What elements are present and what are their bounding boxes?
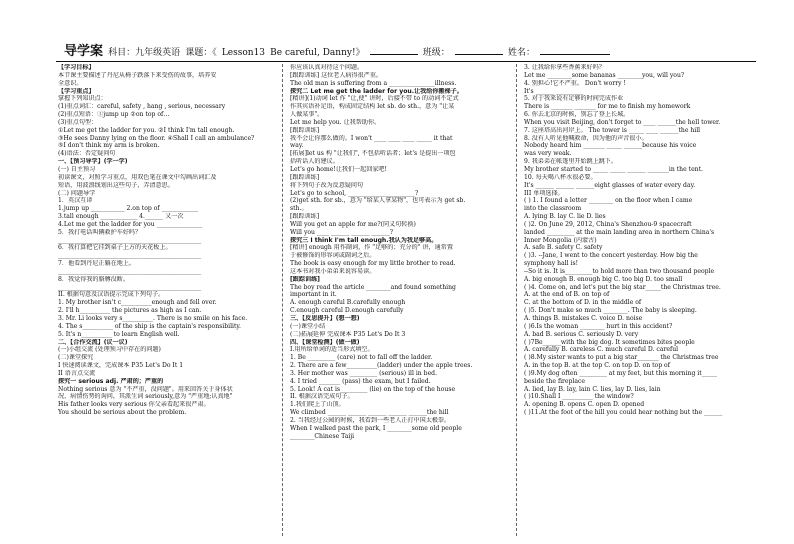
text-line: 8. 没有人听见他喊救命，因为他的声音很小。 [524, 134, 648, 142]
text-line: Let me help you. 让我帮助你。 [290, 118, 381, 126]
text-line: 2. There are a few__________(ladder) under the apple trees. [290, 362, 473, 370]
column-3 [524, 64, 748, 536]
text-line: 1. My brother isn't c__________enough and fell over. [58, 299, 217, 307]
text-line: 3. Her mother was _________ (serious) ill in bed. [290, 369, 438, 377]
text-line: A. carefully B. careless C. much careful D. careful [524, 346, 679, 354]
text-line: into the classroom [524, 205, 582, 213]
text-line: 2. I'll h__________ the pictures as high as I can. [58, 307, 202, 315]
text-line: ( )9.My dog often _________ at my feet, but this morning it_____ [524, 369, 717, 377]
topic-label: 课题：《 [185, 48, 217, 58]
text-line: (3)重点句型： [58, 118, 98, 126]
text-line: II. 根据汉语完成句子。 [290, 393, 354, 401]
class-blank [370, 44, 418, 55]
text-line: 4.Let me get the ladder for you _______________ [58, 220, 203, 228]
text-line: [精讲] enough 用作副词，作 "足够的；充分的" 讲，通常置 [290, 244, 453, 252]
text-line: 5. 对于我来说有足够的时间完成作业 [524, 95, 624, 103]
name-blank [540, 44, 610, 55]
text-line: 本节课主要描述了丹尼从椅子跌落下来受伤的故事，培养安 [58, 71, 217, 79]
text-line: Let's go to school, ______________________? [290, 189, 419, 197]
text-line: 1.我们爬上了山顶。 [290, 401, 345, 409]
text-line: ( )11.At the foot of the hill you could hear nothing but the ______ [524, 409, 723, 417]
text-line: The boy read the article ________and found something [290, 283, 456, 291]
text-line: 作其宾语补足语，构成固定结构 let sb. do sth.，意为 "让某 [290, 103, 455, 111]
column-1 [58, 64, 272, 536]
text-line: [跟踪训练] [290, 213, 320, 221]
text-line: It's ______ _________ [524, 87, 584, 95]
text-line: 1. Be _________ (care) not to fall off the ladder. [290, 354, 433, 362]
text-line: A. at the end of B. on top of [524, 291, 610, 299]
text-line: _______________________________________________ [58, 267, 202, 275]
text-line: 5．我打电话叫辆救护车好吗？ [58, 228, 142, 236]
text-line: C. at the bottom of D. in the middle of [524, 299, 642, 307]
text-line: I.用所给单词的适当形式填空。 [290, 346, 374, 354]
text-line: (一)课堂小结 [290, 322, 326, 330]
text-line: ( )4. Come on, and let's put the big star_____the Christmas tree. [524, 283, 721, 291]
text-line: ③He sees Danny lying on the floor. ④Shall I call an ambulance? [58, 134, 255, 142]
text-line: 3. Mr. Li looks very s__________. There is no smile on his face. [58, 315, 248, 322]
lesson-number: Lesson13 [221, 48, 266, 58]
text-line: Inner Mongolia (内蒙古) [524, 236, 597, 244]
text-line: important in it. [290, 291, 337, 299]
text-line: 6．我打算把它挂到桌子上方的天花板上。 [58, 244, 172, 252]
page-header [64, 40, 764, 58]
text-line: 人做某事"。 [290, 111, 324, 119]
text-line: ________Chinese Taiji [290, 432, 355, 440]
text-line: C.enough careful D.enough carefully [290, 307, 404, 315]
text-line: 探究三 I think I'm tall enough.我认为我足够高。 [290, 236, 438, 244]
text-line: 4. 别担心!它不严重。 Don't worry ! [524, 79, 626, 87]
text-line: (1)重点词汇：careful, safety , hang , serious, necessary [58, 103, 226, 111]
text-line: I 快速阅读课文，完成课本 P35 Let's Do It 1 [58, 362, 184, 370]
text-line: When I walked past the park, I ________some old people [290, 424, 462, 432]
text-line: Will you ____ ______ ______ ______? [290, 228, 394, 236]
text-line: 7．他看到丹尼正躺在地上。 [58, 260, 136, 268]
text-line: ( )3. --Jane, I went to the concert yesterday. How big the [524, 252, 698, 260]
text-line: 初读课文，对照学习重点，用双色笔在课文中勾画出词汇及 [58, 173, 217, 181]
text-line: A. big enough B. enough big C. too big D. too small [524, 275, 683, 283]
text-line: (二)拓展延伸 完成课本 P35 Let's Do It 3 [290, 330, 406, 338]
text-line: 你应该认真对待这个问题。 [290, 64, 364, 71]
text-line: A. safe B. safety C. safety [524, 244, 603, 252]
text-line: ( )5. Don't make so much ________. The baby is sleeping. [524, 307, 697, 315]
text-line: 一、【预习导学】(学一学) [58, 158, 128, 166]
text-line: We climbed ______ ______ ______ ______ ______the hill [290, 409, 449, 417]
text-line: 探究二 Let me get the ladder for you.让我给你搬梯子。 [290, 87, 463, 95]
header-rule [56, 61, 756, 62]
text-line: 1．英汉互译 [58, 197, 93, 205]
text-line: 10. 每天喝八杯水很必要。 [524, 173, 597, 181]
subject-label: 科目：九年级英语 [108, 48, 181, 58]
text-line: 2. 当我经过公园的时候，我看到一些老人正打中国太极拳。 [290, 416, 451, 424]
text-line: Let me ________some bananas ________you, will you? [524, 71, 685, 79]
text-line: III 单项选择。 [524, 189, 564, 197]
text-line: 掌握下列知识点： [58, 95, 107, 103]
column-divider-1 [282, 64, 283, 536]
text-line: There is _______ _______ for me to finish my homework [524, 103, 691, 111]
text-line: symphony hall is! [524, 260, 579, 268]
text-line: It's ______ ______ ______eight glasses of water every day. [524, 181, 696, 189]
text-line: The book is easy enough for my little brother to read. [290, 260, 456, 268]
text-line: 于被修饰的形容词或副词之后。 [290, 252, 376, 260]
name-label: 姓名： [507, 48, 535, 58]
text-line: (2)重点短语：①jump up ②on top of… [58, 111, 170, 119]
text-line: A. bad B. serious C. seriously D. very [524, 330, 639, 338]
text-line: --So it is. It is_________to hold more than two thousand people [524, 267, 715, 275]
text-line: (2)get sth. for sb.，意为 "给某人拿某物"，也可表示为 get sb. [290, 197, 466, 205]
text-line: A. lying B. lay C. lie D. lies [524, 213, 606, 221]
text-line: 9. 我弟弟在帐篷里开始跳上跳下。 [524, 158, 618, 166]
text-line: Let's go home!让我们一起回家吧! [290, 165, 387, 173]
column-2 [290, 64, 508, 536]
text-line: 4. I tried _______ (pass) the exam, but I failed. [290, 377, 431, 385]
text-line: ( )8.My sister wants to put a big star_______ the Christmas tree [524, 354, 719, 362]
text-line: A. in the top B. at the top C. on top D. on top of [524, 362, 670, 370]
text-line: ( )2. On June 29, 2012, China's Shenzhou-9 spacecraft [524, 220, 692, 228]
text-line: [精讲](1)动词 let 作 "让,使" 讲时，后接不带 to 的动词不定式 [290, 95, 459, 103]
text-line: ( )10.Shall I __________ the window? [524, 393, 634, 401]
text-line: 全意识。 [58, 79, 83, 87]
text-line: 短语，用波浪线划出这些句子，弄清意思。 [58, 181, 174, 189]
text-line: Nothing serious 意为 "不严重，没问题"。用来回答关于身体状 [58, 385, 233, 393]
text-line: The old man is suffering from a _______________illness. [290, 79, 457, 87]
text-line: 括听话人的建议。 [290, 158, 339, 166]
text-line: landed _________ at the main landing area in northern China's [524, 228, 715, 236]
text-line: 这本书对我小弟弟来说容易读。 [290, 267, 376, 275]
text-line: (二)课堂探究 [58, 354, 94, 362]
text-line: Will you get an apple for me?(同义句转换) [290, 220, 416, 228]
text-line: 三、【反思提升】(想一想) [290, 315, 360, 322]
text-line: [跟踪训练] [290, 275, 320, 283]
text-line: ( )7Be______with the big dog. It sometimes bites people [524, 338, 695, 346]
text-line: _______________________________________________ [58, 236, 202, 244]
column-divider-2 [516, 64, 517, 536]
text-line: 四、【课堂检测】(做一做) [290, 338, 360, 346]
text-line: [跟踪训练] [290, 173, 320, 181]
text-line: My brother started to _____ _____ ______ _______in the tent. [524, 165, 703, 173]
lesson-title: Be careful, Danny!》 [270, 48, 365, 58]
header-title: 导学案 [64, 44, 104, 59]
text-line: _______________________________________________ [58, 252, 202, 260]
text-line: ( ) 1. I found a letter ________ on the floor when I came [524, 197, 693, 205]
text-line: way. [290, 142, 304, 150]
text-line: 【学习重点】 [58, 87, 95, 95]
text-line: When you visit Beijing, don't forget to ____ ______the hell tower. [524, 118, 721, 126]
text-line: 6. 你去北京的时候，别忘了登上长城。 [524, 111, 630, 119]
text-line: You should be serious about the problem. [58, 409, 187, 417]
text-line: was very weak. [524, 150, 572, 158]
text-line: (一)小组交流 (处理预习中存在的问题) [58, 346, 161, 354]
text-line: 二、【合作交流】(议一议) [58, 338, 128, 346]
text-line: (二) 问题导学 [58, 189, 96, 197]
text-line: 况、病情伤势的询问，其派生词 seriously,意为 "严重地;认真地" [58, 393, 233, 401]
text-line: A. lied, lay B. lay, lain C. lies, lay D. lies, lain [524, 385, 661, 393]
text-line: 探究一 serious adj. 严肃的；严重的 [58, 377, 164, 385]
text-line: sth.。 [290, 205, 308, 213]
text-line: Nobody heard him _______ _____ ______because his voice [524, 142, 697, 150]
text-line: 将下列句子改为反意疑问句 [290, 181, 364, 189]
text-line: 1.jump up ___________ 2.on top of ____________ [58, 205, 199, 213]
text-line: (一) 自主预习 [58, 165, 96, 173]
text-line: 3.tall enough ____________ 4.______ 又一次 [58, 213, 184, 221]
text-line: _______________________________________________ [58, 283, 202, 291]
text-line: ( )6.Is the woman ________ hurt in this accident? [524, 322, 673, 330]
text-line: 4. The s__________ of the ship is the captain's responsibility. [58, 322, 241, 330]
text-line: A. enough careful B.carefully enough [290, 299, 406, 307]
text-line: 8．我觉得我的胳膊没断。 [58, 275, 129, 283]
text-line: A. things B. mistakes C. voice D. noise [524, 315, 643, 322]
text-line: ⑤I don't think my arm is broken. [58, 142, 160, 150]
text-line: II 语言点交流 [58, 369, 96, 377]
text-line: II. 根据句意及汉语提示完成下列句子。 [58, 291, 165, 299]
class-field-blank [455, 44, 503, 55]
text-line: (4)语法：否定疑问句 [58, 150, 116, 158]
text-line: 【学习目标】 [58, 64, 95, 71]
text-line: His father looks very serious 你父亲看起来很严肃。 [58, 401, 210, 409]
text-line: 3. 让我给你拿些香蕉来好吗？ [524, 64, 605, 71]
text-line: 我不会让你那么做的。I won't ____ ____ ____ _____ it that [290, 134, 453, 142]
text-line: 5. It's n__________ to learn English well. [58, 330, 180, 338]
text-line: 5. Look! A cat is_________ (lie) on the top of the house [290, 385, 456, 393]
text-line: [跟踪训练] 这位老人病得很严重。 [290, 71, 383, 79]
text-line: A. opening B. opens C. open D. opened [524, 401, 645, 409]
text-line: beside the fireplace [524, 377, 586, 385]
text-line: [跟踪训练] [290, 126, 320, 134]
text-line: 7. 这座塔高出河岸上。 The tower is _____ ____ ______the hill [524, 126, 701, 134]
class-label: 班级： [422, 48, 450, 58]
text-line: [拓展]let us 构 "让我们", 不包括听话者；let's 是提出一项包 [290, 150, 456, 158]
text-line: ①Let me get the ladder for you. ②I think I'm tall enough. [58, 126, 235, 134]
